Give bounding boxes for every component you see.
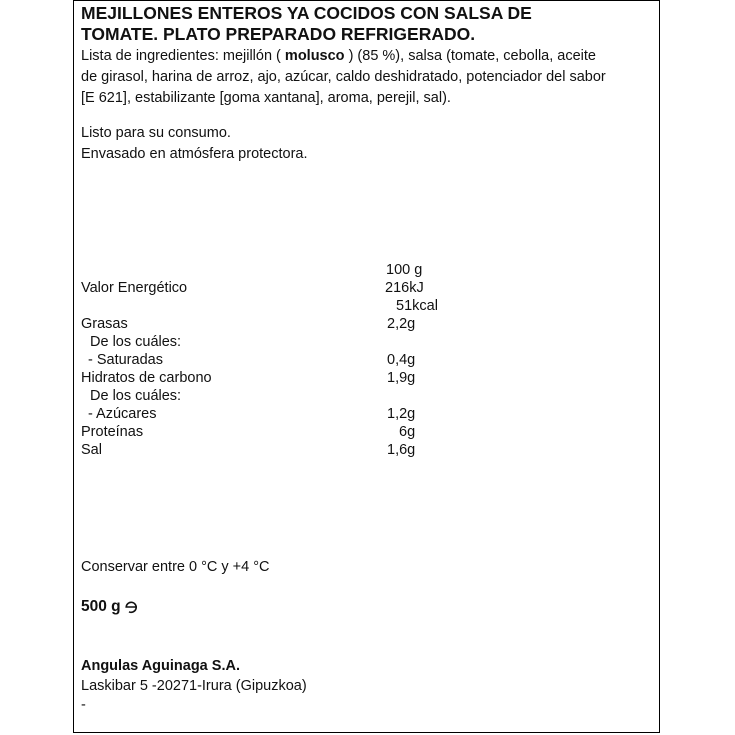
nutrient-label: De los cuáles: <box>90 388 182 404</box>
ingredients-text-a: Lista de ingredientes: mejillón ( <box>81 48 285 64</box>
nutrition-header-100g: 100 g <box>386 262 423 278</box>
nutrient-label: Sal <box>81 442 102 458</box>
product-title-line1: MEJILLONES ENTEROS YA COCIDOS CON SALSA DE <box>81 3 532 23</box>
nutrient-label: Proteínas <box>81 424 144 440</box>
allergen-molusco: molusco <box>284 48 345 64</box>
net-weight-value: 500 g <box>81 598 121 615</box>
product-title-line2: TOMATE. PLATO PREPARADO REFRIGERADO. <box>81 24 476 44</box>
ingredients-line1 <box>81 47 596 65</box>
ingredients-line3: [E 621], estabilizante [goma xantana], aroma, perejil, sal). <box>81 90 451 106</box>
nutrient-value: 1,6g <box>387 442 416 458</box>
nutrient-label: - Saturadas <box>88 352 163 368</box>
ingredients-line2: de girasol, harina de arroz, ajo, azúcar, caldo deshidratado, potenciador del sabor <box>81 69 606 85</box>
packaging-note: Envasado en atmósfera protectora. <box>81 146 308 162</box>
nutrient-value: 2,2g <box>387 316 416 332</box>
nutrient-label: Grasas <box>81 316 128 332</box>
energy-label: Valor Energético <box>81 280 188 296</box>
nutrient-label: Hidratos de carbono <box>81 370 212 386</box>
nutrient-value: 1,9g <box>387 370 416 386</box>
company-address: Laskibar 5 -20271-Irura (Gipuzkoa) <box>81 678 307 694</box>
nutrient-label: De los cuáles: <box>90 334 182 350</box>
trailing-dash: - <box>81 697 86 713</box>
net-weight <box>81 598 139 616</box>
ready-to-eat-note: Listo para su consumo. <box>81 125 231 141</box>
storage-instructions: Conservar entre 0 °C y +4 °C <box>81 559 270 575</box>
ingredients-text-b: ) (85 %), salsa (tomate, cebolla, aceite <box>344 48 596 64</box>
estimated-sign-icon <box>123 599 139 615</box>
energy-kcal: 51kcal <box>396 298 438 314</box>
nutrient-label: - Azúcares <box>88 406 157 422</box>
nutrient-value: 1,2g <box>387 406 416 422</box>
energy-kj: 216kJ <box>385 280 424 296</box>
nutrient-value: 0,4g <box>387 352 416 368</box>
nutrient-value: 6g <box>399 424 416 440</box>
company-name: Angulas Aguinaga S.A. <box>81 658 240 674</box>
